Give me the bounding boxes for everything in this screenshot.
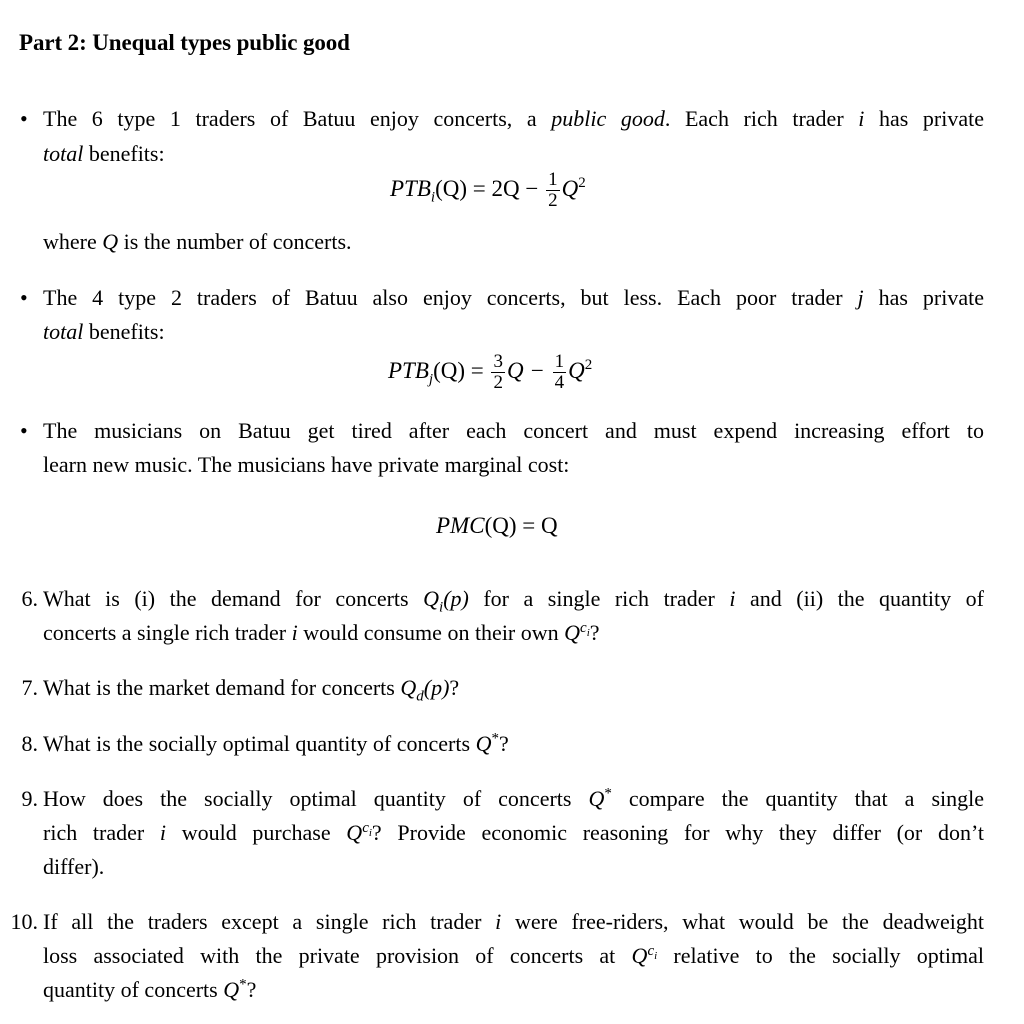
equation-ptb-j: $PTB_j(Q)$ = $\frac{3}{2}$ Q − $\frac{1}{4}$ $Q^2$ bbox=[388, 351, 593, 393]
question-7-number: 7. bbox=[21, 675, 38, 700]
question-6-line-1: What is (i) the demand for concerts $Q_i(p)$ for a single rich trader i and (ii) the quantity of bbox=[43, 586, 984, 616]
question-7-line-1: What is the market demand for concerts $Q_d(p)$? bbox=[43, 675, 460, 705]
bullet-2-line-1: The 4 type 2 traders of Batuu also enjoy concerts, but less. Each poor trader j has private bbox=[43, 285, 985, 310]
question-6-line-2: concerts a single rich trader i would consume on their own $Q^{c_i}$? bbox=[43, 619, 600, 645]
bullet-1-marker: • bbox=[20, 106, 28, 131]
question-9-line-2: rich trader i would purchase $Q^{c_i}$? Provide economic reasoning for why they differ (or don’t bbox=[43, 819, 984, 845]
question-6-number: 6. bbox=[21, 586, 38, 611]
page-title: Part 2: Unequal types public good bbox=[19, 30, 350, 55]
bullet-1-after: where Q is the number of concerts. bbox=[43, 229, 352, 254]
bullet-1-line-2: total benefits: bbox=[43, 141, 165, 166]
question-8-number: 8. bbox=[21, 731, 38, 756]
bullet-3-line-1: The musicians on Batuu get tired after each concert and must expend increasing effort to bbox=[43, 418, 984, 443]
equation-pmc: PMC(Q) = Q bbox=[436, 513, 558, 538]
question-8-line-1: What is the socially optimal quantity of concerts Q*? bbox=[43, 730, 509, 756]
equation-ptb-i: $PTB_i(Q) = 2Q$ − $\frac{1}{2}$ $Q^2$ bbox=[390, 169, 586, 211]
question-10-number: 10. bbox=[10, 909, 38, 934]
bullet-2-marker: • bbox=[20, 285, 28, 310]
question-10-line-1: If all the traders except a single rich trader i were free-riders, what would be the deadweight bbox=[43, 909, 985, 934]
bullet-2-line-2: total benefits: bbox=[43, 319, 165, 344]
bullet-3-line-2: learn new music. The musicians have private marginal cost: bbox=[43, 452, 570, 477]
question-10-line-3: quantity of concerts Q*? bbox=[43, 976, 257, 1002]
bullet-1-line-1: The 6 type 1 traders of Batuu enjoy concerts, a public good. Each rich trader i has private bbox=[43, 106, 985, 131]
question-9-number: 9. bbox=[21, 786, 38, 811]
bullet-3-marker: • bbox=[20, 418, 28, 443]
question-10-line-2: loss associated with the private provision of concerts at $Q^{c_i}$ relative to the socially optimal bbox=[43, 942, 984, 968]
question-9-line-1: How does the socially optimal quantity of concerts Q* compare the quantity that a single bbox=[43, 785, 985, 811]
question-9-line-3: differ). bbox=[43, 854, 105, 879]
